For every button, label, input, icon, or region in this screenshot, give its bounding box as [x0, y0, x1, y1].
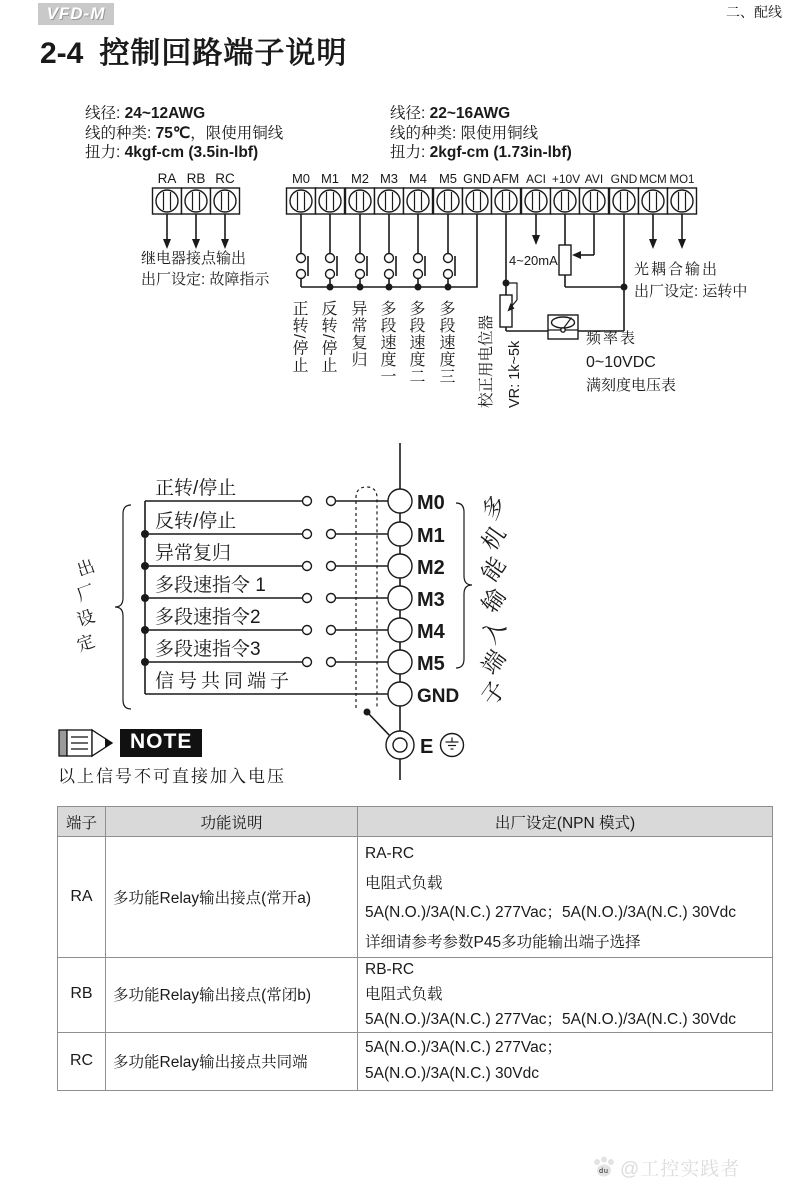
frequency-meter-icon: [548, 315, 578, 339]
svg-text:RC: RC: [215, 171, 235, 186]
wiring-row-labels: [155, 477, 293, 692]
setting-line: RB-RC: [365, 961, 415, 978]
relay-output-arrows: [163, 214, 229, 249]
note-text: 以上信号不可直接加入电压: [58, 767, 286, 786]
spec-line: 线径: 22~16AWG: [390, 105, 511, 122]
svg-text:M5: M5: [417, 653, 445, 675]
vr-label1: 校正用电位器: [478, 314, 495, 408]
svg-text:M0: M0: [291, 171, 311, 186]
factory-setting-vertical-label: 出 厂 设 定: [74, 555, 98, 656]
svg-text:MO1: MO1: [669, 174, 695, 186]
svg-text:RB: RB: [186, 171, 206, 186]
wire-spec-control: [390, 104, 572, 163]
setting-line: RA-RC: [365, 845, 415, 862]
earth-label: E: [420, 736, 434, 758]
shield-cable: [356, 487, 391, 737]
page-title: [40, 28, 347, 72]
svg-text:正转/停止: 正转/停止: [155, 478, 237, 499]
multifunction-input-vertical-label: 多 机 能 输 入 端 子: [476, 490, 511, 711]
function-cell: 多功能Relay输出接点共同端: [106, 1032, 358, 1091]
vr-label2: VR: 1k~5k: [507, 340, 523, 408]
watermark: [592, 1154, 740, 1181]
svg-text:AFM: AFM: [492, 172, 520, 186]
svg-text:GND: GND: [417, 686, 460, 707]
svg-text:多段速指令3: 多段速指令3: [155, 639, 261, 660]
svg-text:+10V: +10V: [551, 172, 581, 186]
switch-label-m5: 多段速度三: [437, 300, 454, 385]
relay-note-line2: 出厂设定: 故障指示: [141, 271, 270, 288]
svg-text:M4: M4: [417, 621, 445, 643]
analog-input-circuit: [559, 214, 628, 331]
setting-line: 电阻式负载: [365, 986, 443, 1003]
meter-label2: 0~10VDC: [586, 354, 656, 371]
note-block: [58, 726, 202, 760]
pencil-note-icon: [58, 726, 118, 760]
right-brace: [456, 503, 472, 668]
brand-logo: VFD-M: [38, 3, 114, 25]
ground-symbol-icon: [441, 734, 464, 757]
spec-line: 扭力: 4kgf-cm (3.5in-lbf): [85, 144, 259, 161]
col-header-terminal: 端子: [58, 807, 106, 837]
table-row: [58, 837, 773, 956]
switch-label-m4: 多段速度二: [407, 300, 424, 385]
terminal-cell: RB: [58, 956, 106, 1033]
svg-text:M4: M4: [408, 171, 428, 186]
switch-label-m0: 正转/停止: [290, 300, 307, 374]
title-number: 2-4: [40, 37, 84, 70]
relay-terminal-block: [141, 171, 270, 288]
setting-line: 5A(N.O.)/3A(N.C.) 30Vdc: [365, 1065, 539, 1082]
table-row: [58, 1032, 773, 1091]
svg-text:MCM: MCM: [639, 174, 667, 186]
watermark-text: @工控实践者: [620, 1159, 741, 1180]
aci-input: [509, 214, 558, 268]
function-cell: 多功能Relay输出接点(常开a): [106, 837, 358, 958]
terminal-function-table: [57, 806, 773, 1091]
svg-text:M0: M0: [417, 492, 445, 514]
wire-spec-relay: [85, 104, 283, 163]
col-header-factory-setting: 出厂设定(NPN 模式): [358, 807, 773, 837]
svg-text:M5: M5: [438, 171, 458, 186]
svg-text:GND: GND: [463, 172, 491, 186]
svg-text:M2: M2: [350, 171, 370, 186]
opto-label2: 出厂设定: 运转中: [634, 283, 748, 300]
settings-cell: [358, 956, 773, 1033]
terminal-strip-diagram: [0, 170, 800, 415]
title-text: 控制回路端子说明: [99, 37, 348, 70]
setting-line: 5A(N.O.)/3A(N.C.) 277Vac；5A(N.O.)/3A(N.C.) 30Vdc: [365, 1011, 736, 1028]
svg-text:ACI: ACI: [525, 172, 547, 186]
terminal-cell: RA: [58, 837, 106, 958]
table-header-row: [58, 807, 773, 837]
spec-line: 线径: 24~12AWG: [85, 105, 206, 122]
note-label: NOTE: [120, 729, 202, 757]
terminal-cell: RC: [58, 1032, 106, 1091]
opto-output: [634, 214, 747, 300]
setting-line: 5A(N.O.)/3A(N.C.) 277Vac；: [365, 1039, 562, 1056]
meter-label1: 频率表: [586, 330, 638, 347]
aci-current-label: 4~20mA: [509, 253, 558, 268]
spec-line: 线的种类: 限使用铜线: [390, 124, 539, 142]
svg-text:RA: RA: [157, 171, 177, 186]
screw-terminal-icon: [153, 188, 240, 214]
settings-cell: [358, 1032, 773, 1091]
left-brace: [115, 505, 131, 709]
svg-text:M2: M2: [417, 557, 445, 579]
function-cell: 多功能Relay输出接点(常闭b): [106, 956, 358, 1033]
afm-meter-circuit: [500, 214, 624, 339]
spec-line: 线的种类: 75℃，限使用铜线: [85, 124, 284, 142]
table-row: [58, 956, 773, 1032]
svg-text:反转/停止: 反转/停止: [155, 511, 237, 532]
earth-terminal: [386, 731, 464, 759]
svg-text:GND: GND: [610, 172, 638, 186]
switch-label-m1: 反转/停止: [319, 300, 336, 374]
svg-text:AVI: AVI: [584, 172, 604, 186]
relay-note-line1: 继电器接点输出: [141, 250, 247, 267]
opto-label1: 光耦合输出: [634, 261, 720, 278]
meter-label3: 满刻度电压表: [586, 377, 677, 394]
setting-line: 电阻式负载: [365, 874, 443, 892]
setting-line: 5A(N.O.)/3A(N.C.) 277Vac；5A(N.O.)/3A(N.C.) 30Vdc: [365, 904, 736, 921]
svg-text:信号共同端子: 信号共同端子: [155, 671, 294, 692]
svg-text:M1: M1: [417, 525, 445, 547]
svg-text:M3: M3: [417, 589, 445, 611]
screw-terminal-icons: [287, 188, 697, 214]
input-terminals: [388, 489, 459, 707]
svg-text:异常复归: 异常复归: [155, 543, 232, 564]
control-terminal-block: [287, 171, 697, 214]
setting-line: 详细请参考参数P45多功能输出端子选择: [365, 933, 641, 951]
svg-text:多段速指令2: 多段速指令2: [155, 607, 261, 628]
paw-icon: [592, 1155, 616, 1181]
svg-text:多段速指令 1: 多段速指令 1: [155, 575, 266, 596]
col-header-function: 功能说明: [106, 807, 358, 837]
page-section-ref: 二、配线: [726, 4, 782, 20]
switch-label-m3: 多段速度一: [378, 300, 395, 385]
digital-input-switches: [297, 214, 478, 291]
svg-text:du: du: [599, 1167, 609, 1175]
svg-text:M1: M1: [320, 171, 340, 186]
switch-label-m2: 异常复归: [349, 300, 366, 368]
svg-text:M3: M3: [379, 171, 399, 186]
settings-cell: [358, 837, 773, 958]
spec-line: 扭力: 2kgf-cm (1.73in-lbf): [390, 144, 572, 161]
